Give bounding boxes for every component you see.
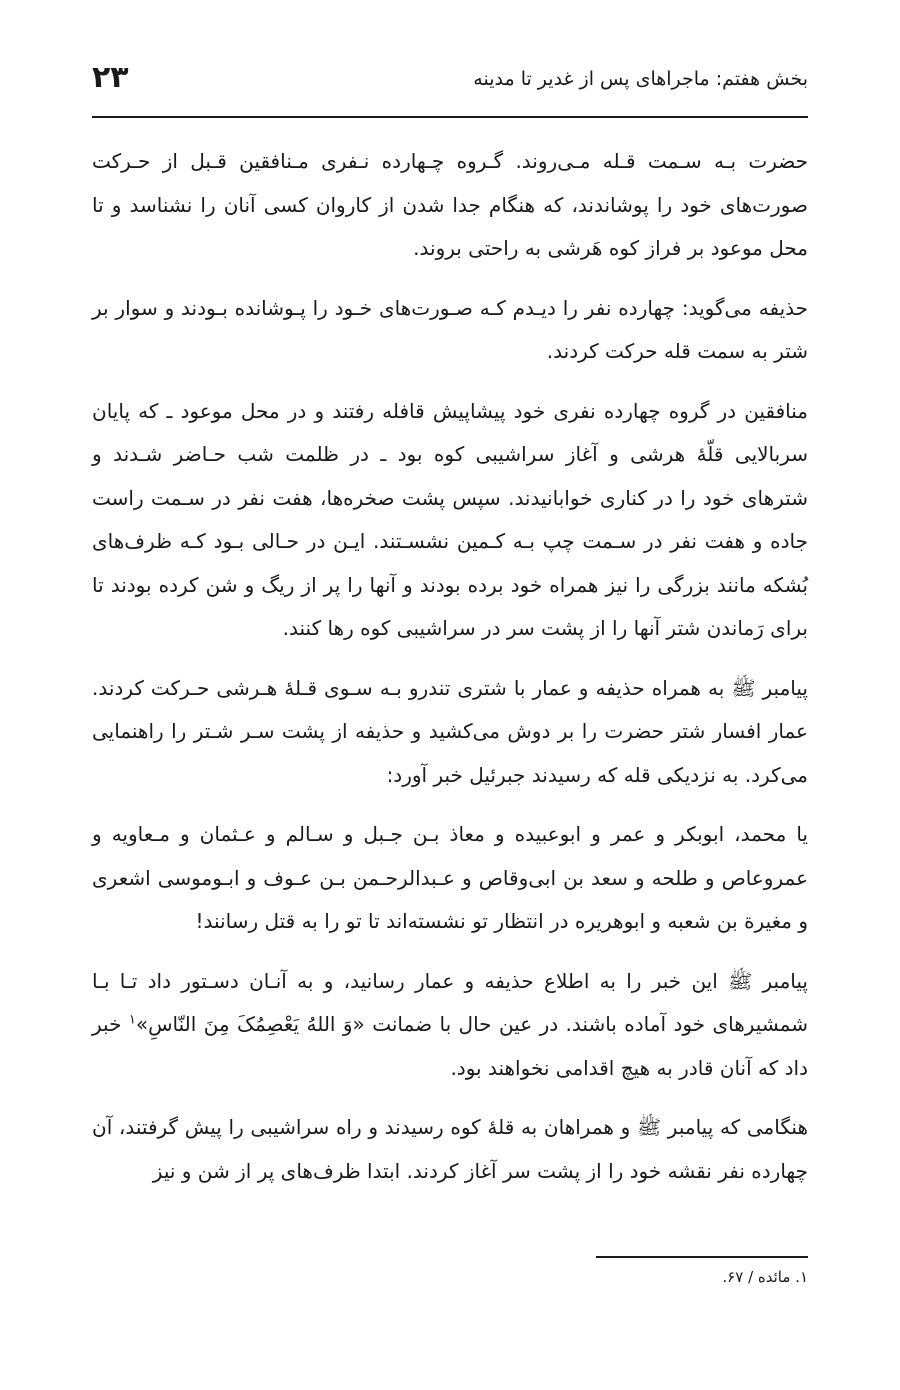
footnote: ۱. مائده / ۶۷. — [722, 1268, 808, 1286]
paragraph-4: پیامبر ﷺ به همراه حذیفه و عمار با شتری تندرو بـه سـوی قـلهٔ هـرشی حـرکت کردند. عمار افسار شتر حضرت را بر دوش می‌کشید و حذیفه از پشت سـر شـتر را راهنمایی می‌کرد. به نزدیکی قله که رسیدند جبرئیل خبر آورد: — [92, 675, 808, 787]
paragraph-3: منافقین در گروه چهارده نفری خود پیشاپیش قافله رفتند و در محل موعود ـ که پایان سربالایی قلّهٔ هرشی و آغاز سراشیبی کوه بود ـ در ظلمت شب حـاضر شـدند و شترهای خود را در کناری خوابانیدند. سپس پشت صخره‌ها، هفت نفر در سـمت راست جاده و هفت نفر در سـمت چپ بـه کـمین نشسـتند. ایـن در حـالی بـود کـه ظرف‌های بُشکه مانند بزرگی را نیز همراه خود برده بودند و آنها را پر از ریگ و شن کرده بودند تا برای رَماندن شتر آنها را از پشت سر در سراشیبی کوه رها کنند. — [92, 398, 808, 640]
paragraph-6-part-1: پیامبر ﷺ این خبر را به اطلاع حذیفه و عمار رسانید، و به آنـان دسـتور داد تـا بـا شمشیرهای خود آماده باشند. در عین حال با ضمانت — [92, 968, 808, 1036]
page-number: ۲۳ — [92, 60, 129, 95]
running-header — [92, 58, 808, 118]
paragraph-6 — [92, 960, 808, 1091]
paragraph-7: هنگامی که پیامبر ﷺ و همراهان به قلهٔ کوه رسیدند و راه سراشیبی را پیش گرفتند، آن چهارده نفر نقشه خود را از پشت سر آغاز کردند. ابتدا ظرف‌های پر از شن و نیز — [92, 1115, 808, 1183]
paragraph-6-part-2: خبر داد که آنان قادر به هیچ اقدامی نخواهند بود. — [92, 1012, 808, 1080]
paragraph-5: یا محمد، ابوبکر و عمر و ابوعبیده و معاذ بـن جـبل و سـالم و عـثمان و مـعاویه و عمروعاص و طلحه و سعد بن ابی‌وقاص و عـبدالرحـمن بـن عـوف و ابـوموسی اشعری و مغیرة بن شعبه و ابوهریره در انتظار تو نشسته‌اند تا تو را به قتل رسانند! — [92, 822, 808, 933]
body-text — [92, 140, 808, 1209]
paragraph-1: حضرت بـه سـمت قـله مـی‌روند. گـروه چـهارده نـفری مـنافقین قـبل از حـرکت صورت‌های خود را پوشاندند، که هنگام جدا شدن از کاروان کسی آنان را نشناسد و تا محل موعود بر فراز کوه هَرشی به راحتی بروند. — [92, 149, 808, 260]
quran-quote: «وَ اللهُ یَعْصِمُکَ مِنَ النّاسِ» — [135, 1012, 365, 1036]
chapter-title: بخش هفتم: ماجراهای پس از غدیر تا مدینه — [473, 68, 808, 90]
paragraph-2: حذیفه می‌گوید: چهارده نفر را دیـدم کـه صـورت‌های خـود را پـوشانده بـودند و سوار بر شتر به سمت قله حرکت کردند. — [92, 295, 808, 363]
footnote-divider — [596, 1256, 808, 1258]
footnote-reference: ۱ — [128, 1012, 136, 1028]
